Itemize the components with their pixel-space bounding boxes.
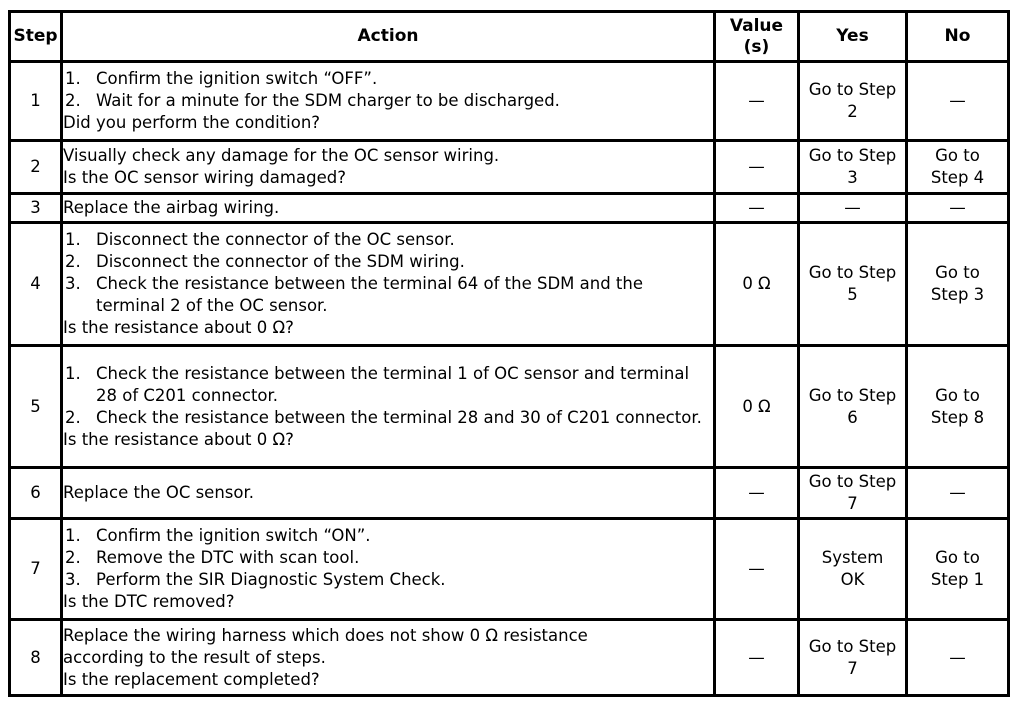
action-line: Replace the wiring harness which does not show 0 Ω resistance — [63, 625, 588, 645]
header-value — [715, 12, 799, 62]
value-cell — [715, 620, 799, 696]
value-text: — — [748, 559, 765, 578]
diagnostic-table-frame — [8, 10, 1007, 699]
action-cell — [62, 346, 715, 468]
action-item-text: Remove the DTC with scan tool. — [96, 548, 360, 567]
action-item — [63, 547, 713, 569]
action-list — [63, 229, 713, 317]
action-line: according to the result of steps. — [63, 647, 326, 667]
yes-cell — [799, 62, 907, 141]
action-item-number: 3. — [65, 274, 81, 293]
no-text: — — [949, 198, 966, 217]
action-item-text: Check the resistance between the terminal 1 of OC sensor and terminal 28 of C201 connector. — [96, 363, 690, 405]
value-text: — — [748, 157, 765, 176]
no-cell — [907, 468, 1009, 519]
table-row — [10, 468, 1009, 519]
step-number: 2 — [10, 141, 62, 194]
value-cell — [715, 519, 799, 620]
no-text: Go to Step 8 — [930, 385, 985, 427]
value-text: 0 Ω — [742, 274, 771, 293]
header-step: Step — [10, 12, 62, 62]
value-cell — [715, 62, 799, 141]
action-question: Is the resistance about 0 Ω? — [63, 318, 294, 337]
yes-text: Go to Step 2 — [808, 80, 897, 121]
action-item-number: 3. — [65, 570, 81, 589]
action-item — [63, 363, 713, 407]
header-value-label: Value (s) — [729, 15, 784, 57]
no-cell — [907, 620, 1009, 696]
no-text: Go to Step 1 — [930, 548, 985, 589]
action-line: Visually check any damage for the OC sensor wiring. — [63, 146, 500, 165]
action-item — [63, 525, 713, 547]
header-yes: Yes — [799, 12, 907, 62]
step-number: 1 — [10, 62, 62, 141]
step-number: 3 — [10, 194, 62, 223]
value-text: — — [748, 647, 765, 667]
value-cell — [715, 141, 799, 194]
no-text: Go to Step 3 — [930, 263, 985, 304]
action-cell — [62, 62, 715, 141]
yes-text: Go to Step 5 — [808, 263, 897, 304]
yes-cell — [799, 194, 907, 223]
table-row — [10, 62, 1009, 141]
value-cell — [715, 194, 799, 223]
action-item-text: Check the resistance between the terminal 64 of the SDM and the terminal 2 of the OC sensor. — [96, 274, 644, 315]
table-row — [10, 519, 1009, 620]
header-no: No — [907, 12, 1009, 62]
action-cell — [62, 519, 715, 620]
value-cell — [715, 346, 799, 468]
action-cell — [62, 620, 715, 696]
yes-text: System OK — [821, 548, 884, 589]
action-cell — [62, 194, 715, 223]
action-line: Replace the airbag wiring. — [63, 198, 280, 217]
step-number: 6 — [10, 468, 62, 519]
table-header-row — [10, 12, 1009, 62]
action-item — [63, 569, 713, 591]
no-text: — — [949, 91, 966, 110]
action-item-number: 2. — [65, 548, 81, 567]
action-item-number: 2. — [65, 252, 81, 271]
value-text: — — [748, 198, 765, 217]
action-question: Is the DTC removed? — [63, 592, 235, 611]
table-row — [10, 194, 1009, 223]
yes-text: — — [844, 198, 861, 217]
action-item-text: Confirm the ignition switch “ON”. — [96, 526, 371, 545]
action-item-text: Disconnect the connector of the OC sensor. — [96, 230, 455, 249]
table-row — [10, 346, 1009, 468]
action-item — [63, 251, 713, 273]
no-cell — [907, 194, 1009, 223]
no-text: — — [949, 483, 966, 502]
action-question: Did you perform the condition? — [63, 113, 321, 132]
action-item-number: 1. — [65, 230, 81, 249]
action-cell — [62, 468, 715, 519]
yes-cell — [799, 141, 907, 194]
action-item — [63, 90, 713, 112]
table-row — [10, 223, 1009, 346]
no-cell — [907, 223, 1009, 346]
action-list — [63, 363, 713, 429]
action-item-number: 1. — [65, 526, 81, 545]
yes-cell — [799, 346, 907, 468]
action-item-number: 1. — [65, 363, 81, 383]
action-list — [63, 68, 713, 112]
action-item-text: Perform the SIR Diagnostic System Check. — [96, 570, 446, 589]
no-cell — [907, 141, 1009, 194]
action-line: Replace the OC sensor. — [63, 483, 254, 502]
action-question: Is the resistance about 0 Ω? — [63, 429, 294, 449]
action-question: Is the replacement completed? — [63, 669, 320, 689]
no-cell — [907, 519, 1009, 620]
yes-text: Go to Step 6 — [808, 385, 897, 427]
step-number: 7 — [10, 519, 62, 620]
no-text: — — [949, 647, 966, 667]
action-item — [63, 229, 713, 251]
action-item-text: Wait for a minute for the SDM charger to be discharged. — [96, 91, 560, 110]
yes-cell — [799, 620, 907, 696]
action-item — [63, 273, 713, 317]
yes-cell — [799, 468, 907, 519]
no-text: Go to Step 4 — [930, 146, 985, 187]
step-number: 5 — [10, 346, 62, 468]
value-text: 0 Ω — [742, 396, 771, 416]
action-cell — [62, 141, 715, 194]
action-item-text: Disconnect the connector of the SDM wiring. — [96, 252, 465, 271]
no-cell — [907, 62, 1009, 141]
value-text: — — [748, 91, 765, 110]
yes-text: Go to Step 7 — [808, 472, 897, 513]
action-cell — [62, 223, 715, 346]
action-item-number: 2. — [65, 91, 81, 110]
action-item-number: 2. — [65, 407, 81, 427]
table-row — [10, 620, 1009, 696]
action-item-text: Check the resistance between the terminal 28 and 30 of C201 connector. — [96, 407, 702, 427]
action-list — [63, 525, 713, 591]
value-cell — [715, 223, 799, 346]
value-text: — — [748, 483, 765, 502]
action-item — [63, 407, 713, 429]
action-item-text: Confirm the ignition switch “OFF”. — [96, 69, 378, 88]
diagnostic-table — [8, 10, 1010, 697]
action-item — [63, 68, 713, 90]
action-question: Is the OC sensor wiring damaged? — [63, 168, 346, 187]
action-item-number: 1. — [65, 69, 81, 88]
yes-cell — [799, 519, 907, 620]
no-cell — [907, 346, 1009, 468]
header-action: Action — [62, 12, 715, 62]
step-number: 4 — [10, 223, 62, 346]
step-number: 8 — [10, 620, 62, 696]
table-row — [10, 141, 1009, 194]
yes-text: Go to Step 7 — [808, 636, 897, 678]
yes-text: Go to Step 3 — [808, 146, 897, 187]
value-cell — [715, 468, 799, 519]
yes-cell — [799, 223, 907, 346]
